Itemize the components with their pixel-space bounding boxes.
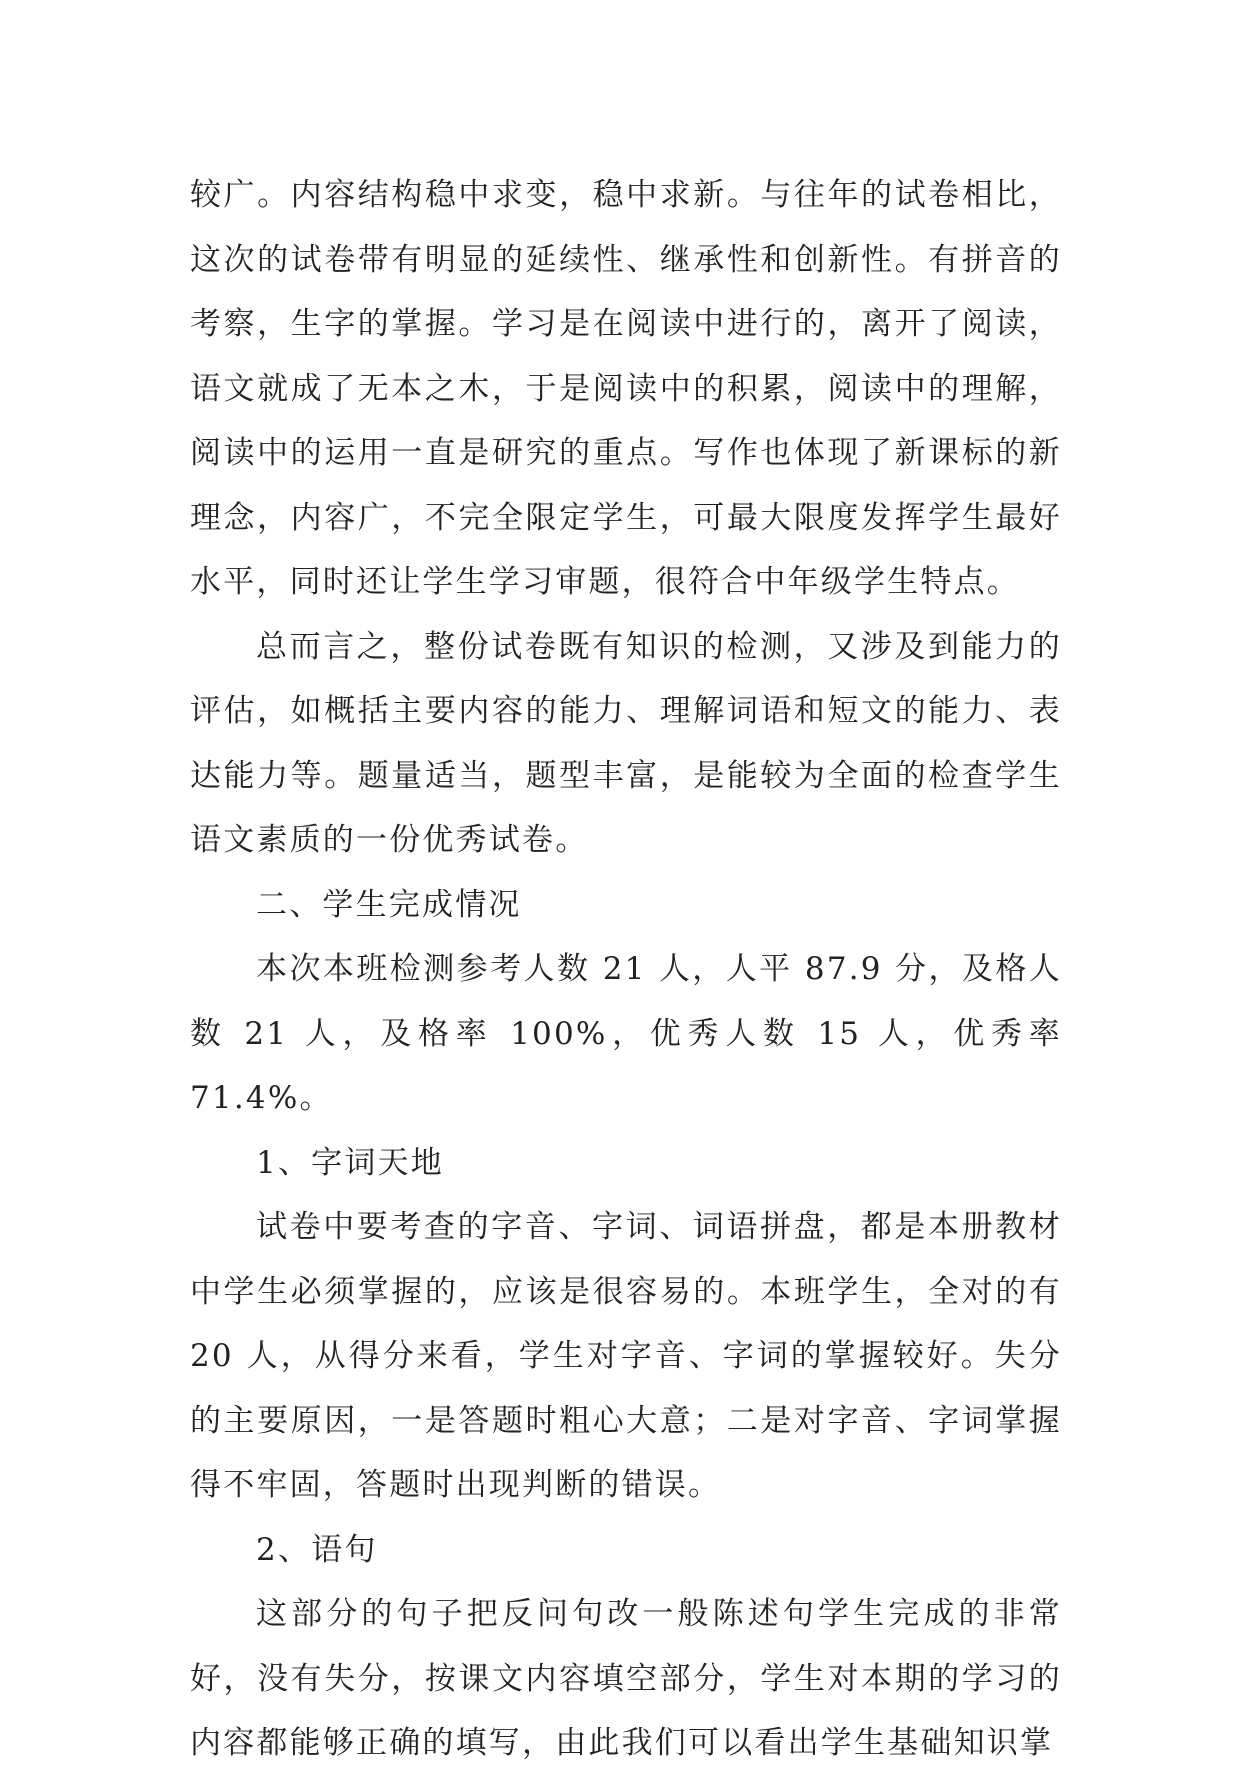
paragraph-test-statistics: 本次本班检测参考人数 21 人，人平 87.9 分，及格人数 21 人，及格率 100%，优秀人数 15 人，优秀率 71.4%。 <box>190 951 1062 1116</box>
subsection-heading-characters-words: 1、字词天地 <box>256 1144 444 1181</box>
paragraph-summary: 总而言之，整份试卷既有知识的检测，又涉及到能力的评估，如概括主要内容的能力、理解词语和短文的能力、表达能力等。题量适当，题型丰富，是能较为全面的检查学生语文素质的一份优秀试卷。 <box>190 628 1062 858</box>
paragraph-sentences-analysis: 这部分的句子把反问句改一般陈述句学生完成的非常好，没有失分，按课文内容填空部分，学生对本期的学习的内容都能够正确的填写，由此我们可以看出学生基础知识掌 <box>190 1596 1062 1761</box>
section-heading-student-completion: 二、学生完成情况 <box>256 886 522 923</box>
paragraph-characters-words-analysis: 试卷中要考查的字音、字词、词语拼盘，都是本册教材中学生必须掌握的，应该是很容易的。本班学生，全对的有 20 人，从得分来看，学生对字音、字词的掌握较好。失分的主要原因，一是答题时粗心大意；二是对字音、字词掌握得不牢固，答题时出现判断的错误。 <box>190 1209 1062 1503</box>
document-body <box>190 163 1062 1776</box>
paragraph-test-paper-features: 较广。内容结构稳中求变，稳中求新。与往年的试卷相比，这次的试卷带有明显的延续性、继承性和创新性。有拼音的考察，生字的掌握。学习是在阅读中进行的，离开了阅读，语文就成了无本之木，于是阅读中的积累，阅读中的理解，阅读中的运用一直是研究的重点。写作也体现了新课标的新理念，内容广，不完全限定学生，可最大限度发挥学生最好水平，同时还让学生学习审题，很符合中年级学生特点。 <box>190 177 1062 600</box>
subsection-heading-sentences: 2、语句 <box>256 1531 378 1568</box>
